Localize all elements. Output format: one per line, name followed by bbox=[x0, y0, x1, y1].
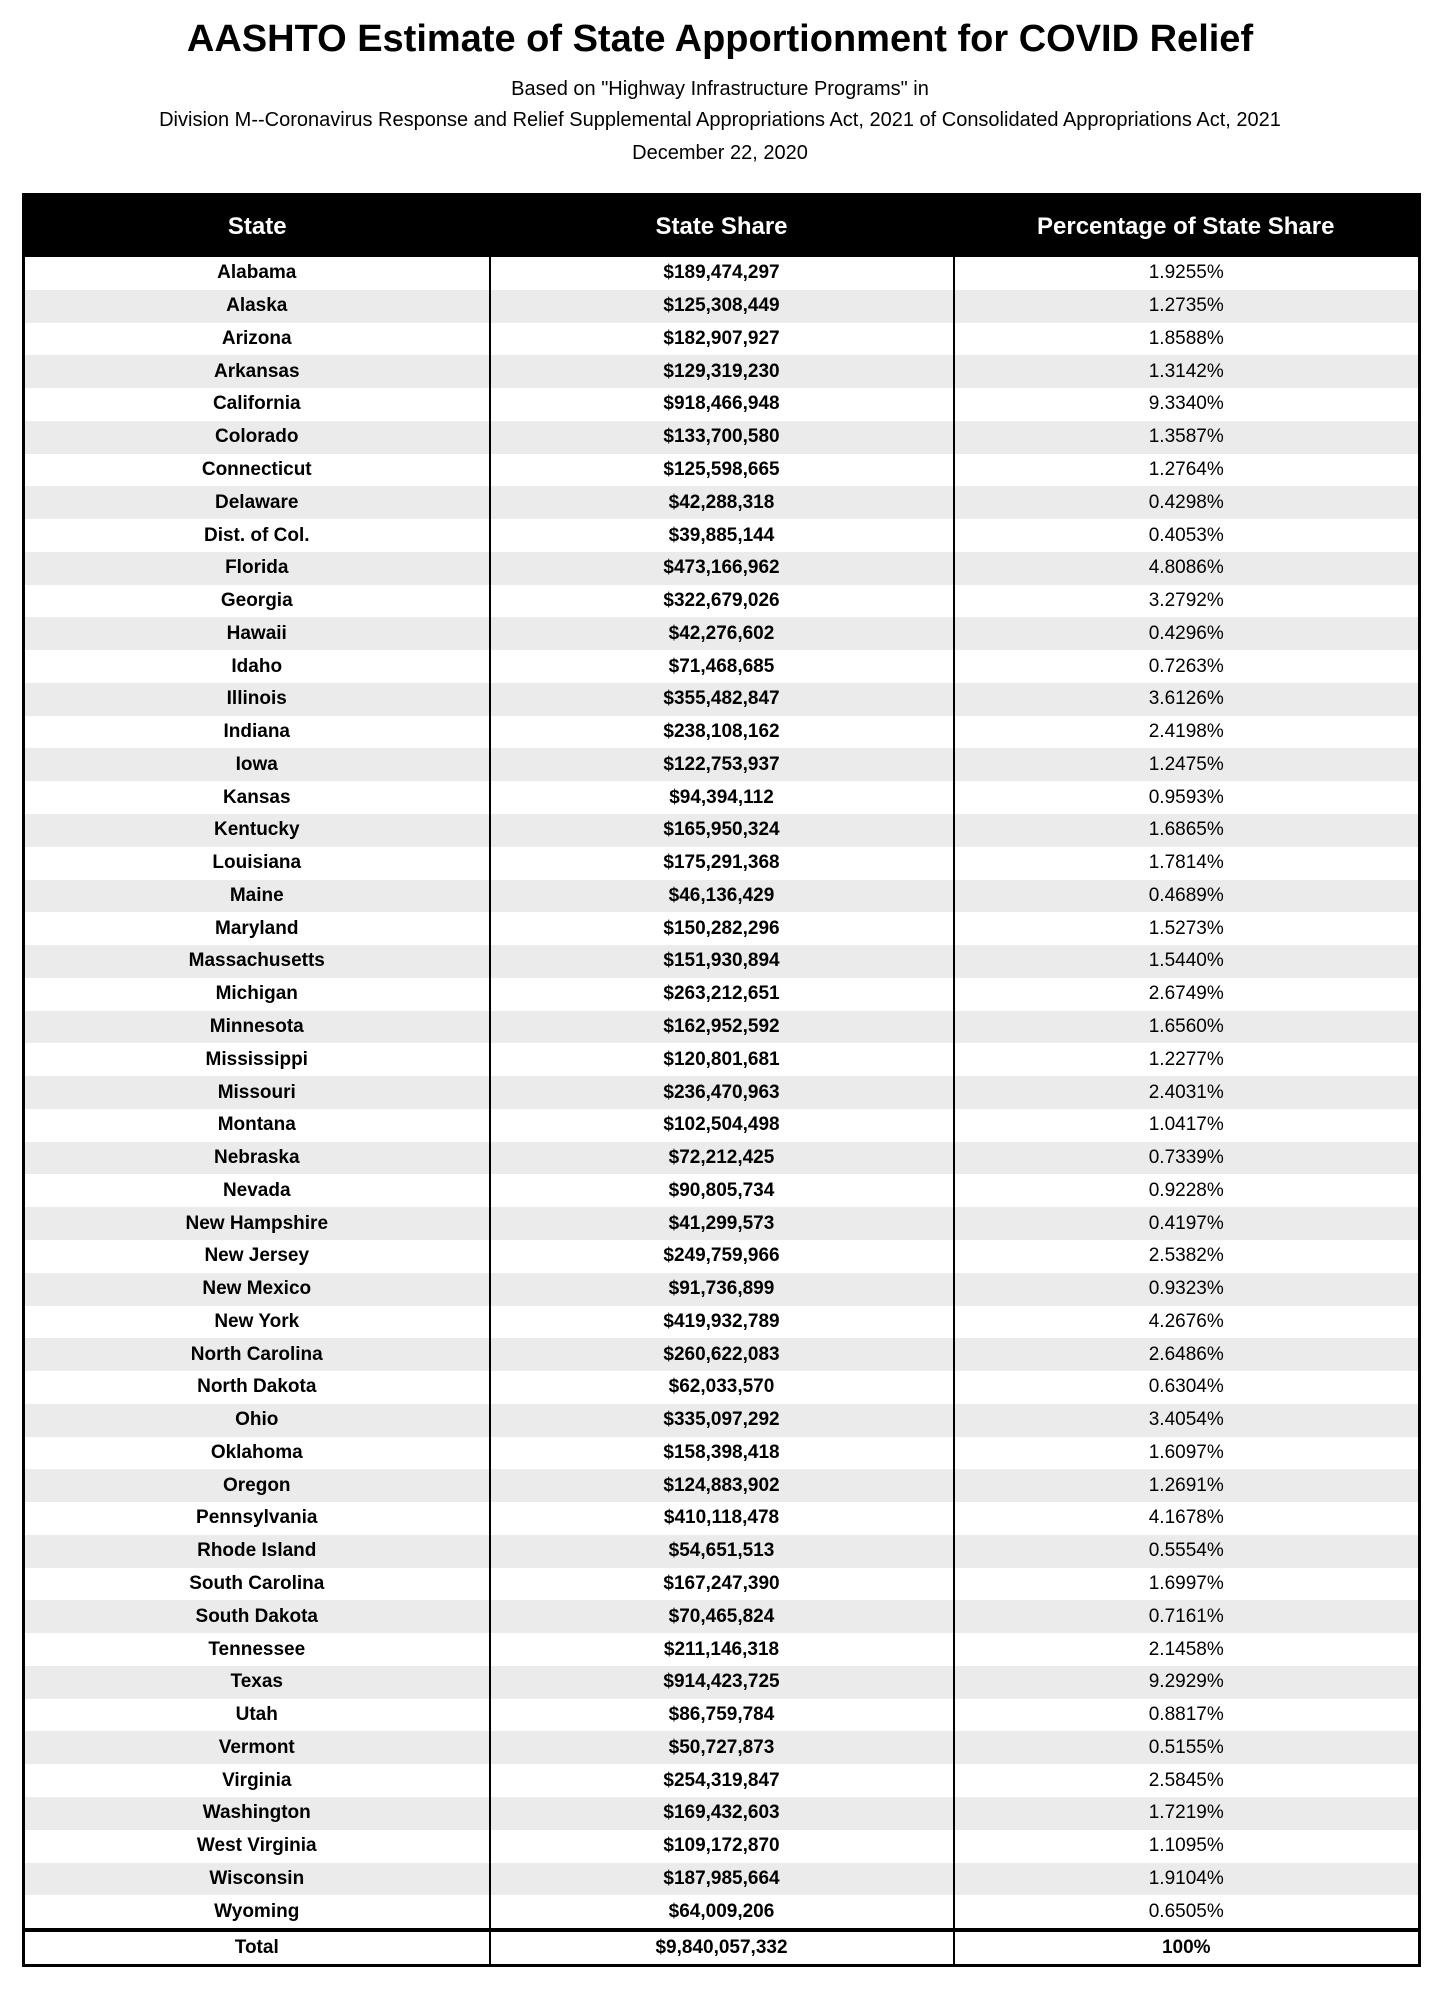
percentage-cell: 1.8588% bbox=[954, 323, 1420, 356]
table-row bbox=[24, 388, 1420, 421]
table-row bbox=[24, 1207, 1420, 1240]
state-name-cell: South Dakota bbox=[24, 1600, 490, 1633]
table-row bbox=[24, 1895, 1420, 1930]
table-row bbox=[24, 1273, 1420, 1306]
table-row bbox=[24, 290, 1420, 323]
table-row bbox=[24, 1863, 1420, 1896]
state-name-cell: Tennessee bbox=[24, 1633, 490, 1666]
state-name-cell: Montana bbox=[24, 1109, 490, 1142]
table-row bbox=[24, 912, 1420, 945]
percentage-cell: 4.1678% bbox=[954, 1502, 1420, 1535]
table-row bbox=[24, 1502, 1420, 1535]
state-name-cell: Hawaii bbox=[24, 617, 490, 650]
state-name-cell: New Mexico bbox=[24, 1273, 490, 1306]
percentage-cell: 2.5845% bbox=[954, 1764, 1420, 1797]
table-row bbox=[24, 1666, 1420, 1699]
state-name-cell: Massachusetts bbox=[24, 945, 490, 978]
percentage-cell: 9.3340% bbox=[954, 388, 1420, 421]
table-row bbox=[24, 1600, 1420, 1633]
percentage-cell: 0.4298% bbox=[954, 486, 1420, 519]
state-name-cell: Georgia bbox=[24, 585, 490, 618]
state-share-cell: $918,466,948 bbox=[490, 388, 954, 421]
state-name-cell: Virginia bbox=[24, 1764, 490, 1797]
state-share-cell: $236,470,963 bbox=[490, 1076, 954, 1109]
state-name-cell: Indiana bbox=[24, 716, 490, 749]
state-name-cell: Oregon bbox=[24, 1469, 490, 1502]
state-share-cell: $187,985,664 bbox=[490, 1863, 954, 1896]
state-share-cell: $72,212,425 bbox=[490, 1142, 954, 1175]
percentage-cell: 0.9593% bbox=[954, 781, 1420, 814]
state-name-cell: Kansas bbox=[24, 781, 490, 814]
percentage-cell: 1.7814% bbox=[954, 847, 1420, 880]
state-share-cell: $94,394,112 bbox=[490, 781, 954, 814]
state-share-cell: $122,753,937 bbox=[490, 748, 954, 781]
state-name-cell: Ohio bbox=[24, 1404, 490, 1437]
table-row bbox=[24, 748, 1420, 781]
percentage-cell: 1.5273% bbox=[954, 912, 1420, 945]
table-row bbox=[24, 1076, 1420, 1109]
table-row bbox=[24, 1404, 1420, 1437]
state-share-cell: $46,136,429 bbox=[490, 880, 954, 913]
state-name-cell: Oklahoma bbox=[24, 1437, 490, 1470]
percentage-cell: 1.9255% bbox=[954, 257, 1420, 290]
state-name-cell: New York bbox=[24, 1306, 490, 1339]
percentage-cell: 1.2277% bbox=[954, 1043, 1420, 1076]
percentage-cell: 4.2676% bbox=[954, 1306, 1420, 1339]
table-row bbox=[24, 978, 1420, 1011]
percentage-cell: 0.5554% bbox=[954, 1535, 1420, 1568]
table-row bbox=[24, 1371, 1420, 1404]
column-header-state-share: State Share bbox=[490, 195, 954, 258]
state-name-cell: Connecticut bbox=[24, 454, 490, 487]
percentage-cell: 2.4031% bbox=[954, 1076, 1420, 1109]
state-name-cell: Alaska bbox=[24, 290, 490, 323]
percentage-cell: 1.6560% bbox=[954, 1011, 1420, 1044]
percentage-cell: 0.5155% bbox=[954, 1731, 1420, 1764]
state-share-cell: $260,622,083 bbox=[490, 1338, 954, 1371]
document-header bbox=[0, 14, 1440, 169]
percentage-cell: 1.3142% bbox=[954, 355, 1420, 388]
table-row bbox=[24, 1437, 1420, 1470]
state-name-cell: Rhode Island bbox=[24, 1535, 490, 1568]
table-row bbox=[24, 847, 1420, 880]
table-row bbox=[24, 781, 1420, 814]
percentage-cell: 1.2735% bbox=[954, 290, 1420, 323]
percentage-cell: 2.5382% bbox=[954, 1240, 1420, 1273]
percentage-cell: 1.5440% bbox=[954, 945, 1420, 978]
document-title: AASHTO Estimate of State Apportionment for COVID Relief bbox=[186, 18, 1254, 60]
state-name-cell: New Hampshire bbox=[24, 1207, 490, 1240]
table-row bbox=[24, 1109, 1420, 1142]
table-row bbox=[24, 257, 1420, 290]
state-share-cell: $64,009,206 bbox=[490, 1895, 954, 1930]
state-name-cell: Wisconsin bbox=[24, 1863, 490, 1896]
table-row bbox=[24, 650, 1420, 683]
state-name-cell: Nebraska bbox=[24, 1142, 490, 1175]
percentage-cell: 1.0417% bbox=[954, 1109, 1420, 1142]
table-row bbox=[24, 421, 1420, 454]
table-row bbox=[24, 945, 1420, 978]
state-name-cell: Texas bbox=[24, 1666, 490, 1699]
total-label: Total bbox=[24, 1930, 490, 1966]
state-share-cell: $124,883,902 bbox=[490, 1469, 954, 1502]
state-share-cell: $125,598,665 bbox=[490, 454, 954, 487]
percentage-cell: 3.6126% bbox=[954, 683, 1420, 716]
percentage-cell: 0.9228% bbox=[954, 1174, 1420, 1207]
state-share-cell: $410,118,478 bbox=[490, 1502, 954, 1535]
percentage-cell: 1.7219% bbox=[954, 1797, 1420, 1830]
state-name-cell: Kentucky bbox=[24, 814, 490, 847]
percentage-cell: 2.6749% bbox=[954, 978, 1420, 1011]
state-name-cell: North Carolina bbox=[24, 1338, 490, 1371]
state-share-cell: $102,504,498 bbox=[490, 1109, 954, 1142]
table-row bbox=[24, 716, 1420, 749]
percentage-cell: 2.1458% bbox=[954, 1633, 1420, 1666]
state-share-cell: $189,474,297 bbox=[490, 257, 954, 290]
table-row bbox=[24, 814, 1420, 847]
percentage-cell: 2.4198% bbox=[954, 716, 1420, 749]
percentage-cell: 0.6505% bbox=[954, 1895, 1420, 1930]
header-row bbox=[24, 195, 1420, 258]
state-share-cell: $71,468,685 bbox=[490, 650, 954, 683]
table-row bbox=[24, 1338, 1420, 1371]
state-name-cell: Alabama bbox=[24, 257, 490, 290]
percentage-cell: 0.9323% bbox=[954, 1273, 1420, 1306]
table-row bbox=[24, 1633, 1420, 1666]
table-row bbox=[24, 454, 1420, 487]
state-share-cell: $162,952,592 bbox=[490, 1011, 954, 1044]
state-share-cell: $238,108,162 bbox=[490, 716, 954, 749]
apportionment-table-container bbox=[22, 193, 1418, 1967]
state-name-cell: Arizona bbox=[24, 323, 490, 356]
state-name-cell: Idaho bbox=[24, 650, 490, 683]
state-name-cell: Nevada bbox=[24, 1174, 490, 1207]
percentage-cell: 1.6997% bbox=[954, 1568, 1420, 1601]
state-name-cell: South Carolina bbox=[24, 1568, 490, 1601]
state-name-cell: California bbox=[24, 388, 490, 421]
state-share-cell: $211,146,318 bbox=[490, 1633, 954, 1666]
table-row bbox=[24, 1535, 1420, 1568]
state-share-cell: $42,276,602 bbox=[490, 617, 954, 650]
percentage-cell: 0.4296% bbox=[954, 617, 1420, 650]
table-row bbox=[24, 1043, 1420, 1076]
state-name-cell: North Dakota bbox=[24, 1371, 490, 1404]
percentage-cell: 2.6486% bbox=[954, 1338, 1420, 1371]
subtitle-line-2: Division M--Coronavirus Response and Relief Supplemental Appropriations Act, 2021 of Consolidated Appropriations Act, 2021 bbox=[159, 109, 1281, 131]
state-name-cell: Maine bbox=[24, 880, 490, 913]
percentage-cell: 0.4053% bbox=[954, 519, 1420, 552]
state-name-cell: Wyoming bbox=[24, 1895, 490, 1930]
state-name-cell: Florida bbox=[24, 552, 490, 585]
percentage-cell: 1.1095% bbox=[954, 1830, 1420, 1863]
state-share-cell: $335,097,292 bbox=[490, 1404, 954, 1437]
state-share-cell: $86,759,784 bbox=[490, 1699, 954, 1732]
percentage-cell: 1.3587% bbox=[954, 421, 1420, 454]
state-share-cell: $254,319,847 bbox=[490, 1764, 954, 1797]
state-share-cell: $129,319,230 bbox=[490, 355, 954, 388]
percentage-cell: 0.8817% bbox=[954, 1699, 1420, 1732]
percentage-cell: 1.2691% bbox=[954, 1469, 1420, 1502]
percentage-cell: 1.2475% bbox=[954, 748, 1420, 781]
state-name-cell: Mississippi bbox=[24, 1043, 490, 1076]
total-row bbox=[24, 1930, 1420, 1966]
state-share-cell: $133,700,580 bbox=[490, 421, 954, 454]
percentage-cell: 1.9104% bbox=[954, 1863, 1420, 1896]
state-name-cell: Minnesota bbox=[24, 1011, 490, 1044]
state-share-cell: $182,907,927 bbox=[490, 323, 954, 356]
percentage-cell: 0.6304% bbox=[954, 1371, 1420, 1404]
state-share-cell: $473,166,962 bbox=[490, 552, 954, 585]
column-header-percentage: Percentage of State Share bbox=[954, 195, 1420, 258]
state-share-cell: $322,679,026 bbox=[490, 585, 954, 618]
state-share-cell: $125,308,449 bbox=[490, 290, 954, 323]
state-share-cell: $90,805,734 bbox=[490, 1174, 954, 1207]
percentage-cell: 3.4054% bbox=[954, 1404, 1420, 1437]
state-share-cell: $355,482,847 bbox=[490, 683, 954, 716]
table-row bbox=[24, 1731, 1420, 1764]
state-name-cell: Washington bbox=[24, 1797, 490, 1830]
table-row bbox=[24, 1568, 1420, 1601]
percentage-cell: 4.8086% bbox=[954, 552, 1420, 585]
total-percentage: 100% bbox=[954, 1930, 1420, 1966]
table-row bbox=[24, 880, 1420, 913]
state-name-cell: Louisiana bbox=[24, 847, 490, 880]
state-name-cell: Maryland bbox=[24, 912, 490, 945]
table-row bbox=[24, 552, 1420, 585]
percentage-cell: 0.7161% bbox=[954, 1600, 1420, 1633]
percentage-cell: 3.2792% bbox=[954, 585, 1420, 618]
state-name-cell: Pennsylvania bbox=[24, 1502, 490, 1535]
state-share-cell: $914,423,725 bbox=[490, 1666, 954, 1699]
table-row bbox=[24, 1469, 1420, 1502]
state-share-cell: $39,885,144 bbox=[490, 519, 954, 552]
state-name-cell: Dist. of Col. bbox=[24, 519, 490, 552]
table-row bbox=[24, 1240, 1420, 1273]
percentage-cell: 0.7263% bbox=[954, 650, 1420, 683]
table-row bbox=[24, 1011, 1420, 1044]
state-share-cell: $165,950,324 bbox=[490, 814, 954, 847]
state-name-cell: Colorado bbox=[24, 421, 490, 454]
table-body bbox=[24, 257, 1420, 1930]
table-row bbox=[24, 617, 1420, 650]
state-share-cell: $167,247,390 bbox=[490, 1568, 954, 1601]
percentage-cell: 9.2929% bbox=[954, 1666, 1420, 1699]
state-share-cell: $158,398,418 bbox=[490, 1437, 954, 1470]
state-share-cell: $70,465,824 bbox=[490, 1600, 954, 1633]
apportionment-table bbox=[22, 193, 1421, 1967]
state-share-cell: $249,759,966 bbox=[490, 1240, 954, 1273]
state-share-cell: $54,651,513 bbox=[490, 1535, 954, 1568]
table-row bbox=[24, 1764, 1420, 1797]
state-name-cell: Vermont bbox=[24, 1731, 490, 1764]
document-date: December 22, 2020 bbox=[632, 142, 808, 164]
subtitle-line-1: Based on "Highway Infrastructure Programs" in bbox=[511, 78, 929, 100]
state-share-cell: $419,932,789 bbox=[490, 1306, 954, 1339]
total-share: $9,840,057,332 bbox=[490, 1930, 954, 1966]
state-share-cell: $263,212,651 bbox=[490, 978, 954, 1011]
state-name-cell: Iowa bbox=[24, 748, 490, 781]
state-share-cell: $169,432,603 bbox=[490, 1797, 954, 1830]
table-row bbox=[24, 1699, 1420, 1732]
percentage-cell: 0.4197% bbox=[954, 1207, 1420, 1240]
state-name-cell: Michigan bbox=[24, 978, 490, 1011]
state-share-cell: $109,172,870 bbox=[490, 1830, 954, 1863]
percentage-cell: 1.6865% bbox=[954, 814, 1420, 847]
state-name-cell: Illinois bbox=[24, 683, 490, 716]
table-row bbox=[24, 1797, 1420, 1830]
table-row bbox=[24, 323, 1420, 356]
state-name-cell: Arkansas bbox=[24, 355, 490, 388]
state-share-cell: $175,291,368 bbox=[490, 847, 954, 880]
percentage-cell: 1.6097% bbox=[954, 1437, 1420, 1470]
table-row bbox=[24, 519, 1420, 552]
percentage-cell: 0.7339% bbox=[954, 1142, 1420, 1175]
table-row bbox=[24, 1306, 1420, 1339]
state-name-cell: Utah bbox=[24, 1699, 490, 1732]
state-name-cell: Missouri bbox=[24, 1076, 490, 1109]
state-name-cell: New Jersey bbox=[24, 1240, 490, 1273]
column-header-state: State bbox=[24, 195, 490, 258]
state-name-cell: Delaware bbox=[24, 486, 490, 519]
state-share-cell: $42,288,318 bbox=[490, 486, 954, 519]
state-share-cell: $50,727,873 bbox=[490, 1731, 954, 1764]
table-row bbox=[24, 683, 1420, 716]
state-share-cell: $62,033,570 bbox=[490, 1371, 954, 1404]
table-row bbox=[24, 1830, 1420, 1863]
state-share-cell: $91,736,899 bbox=[490, 1273, 954, 1306]
percentage-cell: 0.4689% bbox=[954, 880, 1420, 913]
table-header bbox=[24, 195, 1420, 258]
state-share-cell: $150,282,296 bbox=[490, 912, 954, 945]
percentage-cell: 1.2764% bbox=[954, 454, 1420, 487]
table-row bbox=[24, 486, 1420, 519]
state-share-cell: $151,930,894 bbox=[490, 945, 954, 978]
state-share-cell: $120,801,681 bbox=[490, 1043, 954, 1076]
state-share-cell: $41,299,573 bbox=[490, 1207, 954, 1240]
table-row bbox=[24, 355, 1420, 388]
table-row bbox=[24, 1174, 1420, 1207]
table-row bbox=[24, 1142, 1420, 1175]
state-name-cell: West Virginia bbox=[24, 1830, 490, 1863]
table-footer bbox=[24, 1930, 1420, 1966]
table-row bbox=[24, 585, 1420, 618]
